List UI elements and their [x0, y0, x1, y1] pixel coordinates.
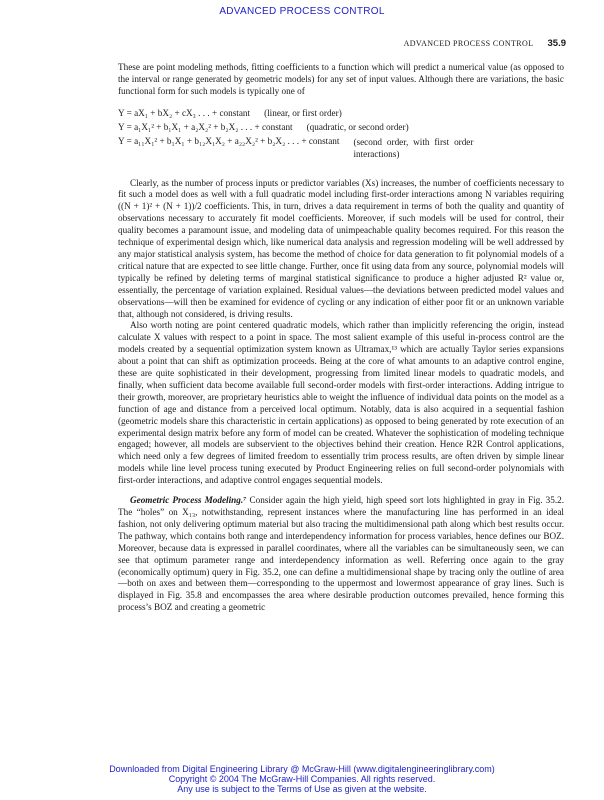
- equation-interaction: [118, 136, 564, 160]
- equation-quadratic: [118, 122, 564, 134]
- body-paragraph: Clearly, as the number of process inputs or predictor variables (Xs) increases, the number of coefficients necessary to fit such a model does as well with a full quadratic model including first-order interactions among N variables requiring ((N + 1)² + (N + 1))/2 coefficients. This, in turn, drives a data requirement in terms of both the quality and quantity of observations necessary to accurately fit model coefficients. Moreover, if such models will be used for control, their quality becomes a paramount issue, and modeling data of unimpeachable quality becomes required. For this reason the technique of experimental design which, like numerical data analysis and regression modeling will be well addressed by any major statistical analysis system, has become the method of choice for data generation to fit polynomial models of a critical nature that are expected to see little change. Further, once fit using data from any source, polynomial models will typically be refined by deleting terms of marginal statistical significance to produce a higher adjusted R² value or, essentially, the percentage of variation explained. Residual values—the deviations between predicted model values and observations—will then be examined for evidence of cycling or any indication of either poor fit or an unknown variable that, although not considered, is driving results.: [118, 177, 564, 319]
- page-body: [118, 62, 564, 614]
- body-paragraph: Also worth noting are point centered quadratic models, which rather than implicitly referencing the origin, instead calculate X values with respect to a point in space. The most salient example of this useful in-process control are the models created by a sequential optimization system known as Ultramax,¹³ which are actually Taylor series expansions about a point that can shift as optimization proceeds. Being at the core of what amounts to an adaptive control engine, these are quite sophisticated in their development, progressing from limited linear models to quadratic models, and finally, when sufficient data become available full second-order models with first-order interactions. Adding intrigue to their growth, moreover, are proprietary heuristics able to weight the influence of individual data points on the model as a function of age and distance from a perceived local optimum. Notably, data is also acquired in a sequential fashion (geometric models share this characteristic in certain applications) as opposed to being generated by rote execution of an experimental design matrix before any form of model can be created. Whatever the sophistication of modeling technique engaged; however, all models are subservient to the objectives behind their creation. Hence R2R Control applications, which need only a few degrees of limited freedom to essentially trim process results, are often driven by simple linear models while line level process tuning executed by Product Engineering relies on full second-order polynomials with first-order interactions, and adaptive control engages sequential models.: [118, 320, 564, 486]
- equation-block: [118, 108, 564, 160]
- equation-description: (second order, with first order interactions): [353, 136, 474, 159]
- running-head-title: ADVANCED PROCESS CONTROL: [403, 39, 534, 48]
- intro-paragraph: These are point modeling methods, fitting coefficients to a function which will predict a numerical value (as opposed to the interval or range generated by geometric models) for any set of input values. Although there are variations, the basic functional form for such models is typically one of: [118, 62, 564, 96]
- equation-description: (quadratic, or second order): [306, 121, 409, 132]
- footer-download-link[interactable]: Downloaded from Digital Engineering Library @ McGraw-Hill (www.digitalengineeringlibrary.com): [109, 764, 495, 774]
- equation-description: (linear, or first order): [264, 107, 342, 118]
- footer-notice: [0, 764, 604, 794]
- equation-formula: Y = a₁X₁² + b₁X₁ + a₂X₂² + b₂X₂ . . . + constant: [118, 121, 293, 132]
- section-heading: Geometric Process Modeling.⁷: [130, 495, 247, 506]
- running-head: [404, 38, 566, 49]
- section-paragraph: [118, 495, 564, 614]
- equation-linear: [118, 108, 564, 120]
- footer-copyright: Copyright © 2004 The McGraw-Hill Companies. All rights reserved.: [168, 774, 436, 784]
- equation-formula: Y = a₁₁X₁² + b₁X₁ + b₁₂X₁X₂ + a₂₂X₂² + b₂X₂ . . . + constant: [118, 135, 340, 146]
- top-banner: ADVANCED PROCESS CONTROL: [219, 6, 385, 17]
- equation-formula: Y = aX₁ + bX₂ + cX₃ . . . + constant: [118, 107, 251, 118]
- section-body: Consider again the high yield, high speed sort lots highlighted in gray in Fig. 35.2. The “holes” on X₁₃, notwithstanding, represent instances where the manufacturing line has performed in an ideal fashion, not only delivering optimum material but also tracing the multidimensional path along which best results occur. The pathway, which contains both range and interdependency information for process variables, hence defines our BOZ. Moreover, because data is expressed in parallel coordinates, where all the variables can be simultaneously seen, we can see that optimum parameter range and interdependency information as well. Referring once again to the gray (economically optimum) query in Fig. 35.2, one can define a multidimensional shape by tracing only the outline of area—both on axes and between them—corresponding to the uppermost and lowermost appearance of gray lines. Such is displayed in Fig. 35.8 and encompasses the area where desirable production outcomes prevailed, hence forming this process’s BOZ and creating a geometric: [118, 495, 565, 613]
- page-number: 35.9: [547, 38, 566, 49]
- footer-terms: Any use is subject to the Terms of Use as given at the website.: [177, 784, 427, 794]
